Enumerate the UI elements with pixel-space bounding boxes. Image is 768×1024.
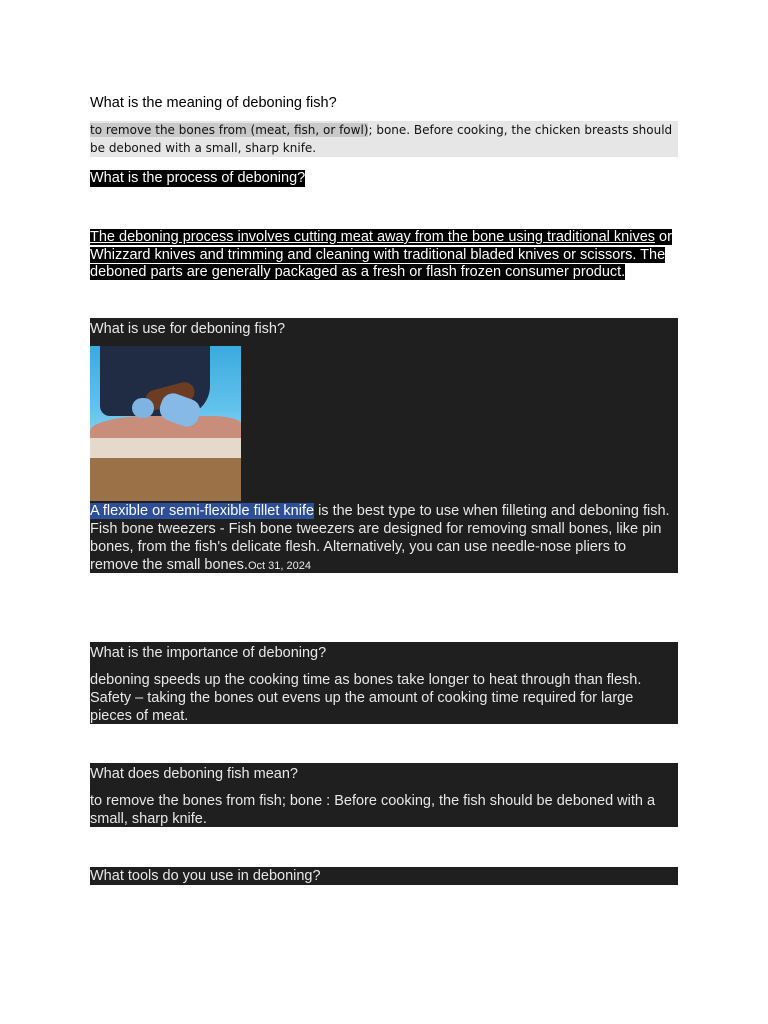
answer-process-underlined: The deboning process involves cutting meat away from the bone using traditional knives [90,229,656,245]
section-importance [90,642,678,724]
answer-process [90,229,678,282]
answer-meaning [90,121,678,157]
question-tools: What tools do you use in deboning? [90,868,321,884]
question-process: What is the process of deboning? [90,170,306,186]
question-use: What is use for deboning fish? [90,321,286,337]
answer-date: Oct 31, 2024 [247,560,311,572]
answer-meaning-rest: ; bone. Before cooking, the chicken breasts should be deboned with a small, sharp knife. [90,123,673,155]
answer-use [90,502,678,575]
section-tools [90,867,678,885]
answer-use-rest: is the best type to use when filleting and deboning fish. Fish bone tweezers - Fish bone tweezers are designed for removing small bones, like pin bones, from the fish's delicate flesh. Alternatively, you can use needle-nose pliers to remove the small bones. [90,503,670,573]
question-mean: What does deboning fish mean? [90,766,298,782]
answer-importance: deboning speeds up the cooking time as bones take longer to heat through than flesh. Safety – taking the bones out evens up the amount of cooking time required for large pieces of meat. [90,672,642,724]
question-importance: What is the importance of deboning? [90,645,327,661]
question-meaning: What is the meaning of deboning fish? [90,95,337,111]
selected-text[interactable]: A flexible or semi-flexible fillet knife [90,503,315,519]
section-mean [90,763,678,827]
answer-meaning-highlight: to remove the bones from (meat, fish, or fowl) [90,123,369,137]
section-use-for-deboning [90,318,678,573]
answer-mean: to remove the bones from fish; bone : Before cooking, the fish should be deboned with a small, sharp knife. [90,793,656,827]
fish-deboning-photo [90,346,241,501]
answer-process-rest: or Whizzard knives and trimming and cleaning with traditional bladed knives or scissors. The deboned parts are generally packaged as a fresh or flash frozen consumer product. [90,229,672,280]
